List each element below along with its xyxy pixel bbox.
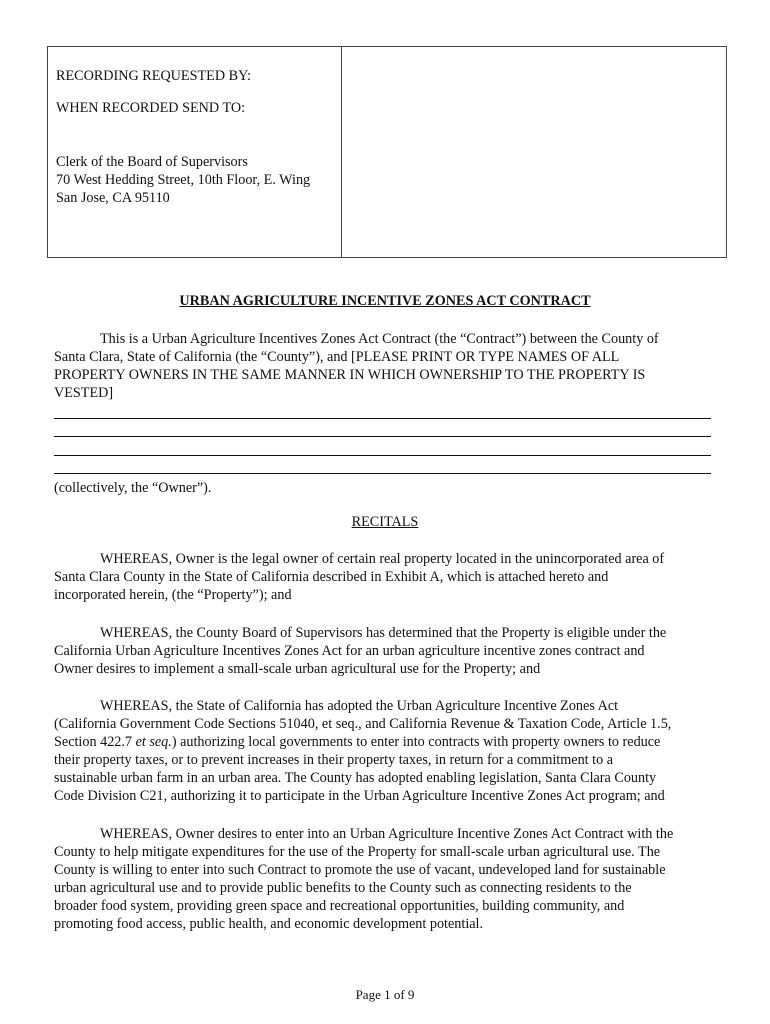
recital-paragraph-4 xyxy=(54,825,716,933)
contract-title: URBAN AGRICULTURE INCENTIVE ZONES ACT CONTRACT xyxy=(179,293,591,309)
collectively-owner: (collectively, the “Owner”). xyxy=(54,480,212,496)
recital-line: WHEREAS, Owner desires to enter into an Urban Agriculture Incentive Zones Act Contract with the xyxy=(100,826,674,842)
recital-line: County is willing to enter into such Contract to promote the use of vacant, undeveloped land for sustainable xyxy=(54,862,666,878)
address-line: San Jose, CA 95110 xyxy=(56,190,170,206)
recording-info-cell xyxy=(48,47,342,257)
owner-name-blank-line[interactable] xyxy=(54,436,711,437)
address-line: 70 West Hedding Street, 10th Floor, E. Wing xyxy=(56,172,311,188)
address-line: Clerk of the Board of Supervisors xyxy=(56,154,248,170)
recital-line: California Urban Agriculture Incentives Zones Act for an urban agriculture incentive zones contract and xyxy=(54,643,645,659)
recital-paragraph-1 xyxy=(54,550,716,604)
page-number: Page 1 of 9 xyxy=(355,987,415,1002)
recording-requested-by: RECORDING REQUESTED BY: xyxy=(56,68,251,84)
recording-box xyxy=(47,46,727,258)
owner-name-blank-line[interactable] xyxy=(54,473,711,474)
recital-line: WHEREAS, Owner is the legal owner of certain real property located in the unincorporated area of xyxy=(100,551,665,567)
recital-text: Section 422.7 xyxy=(54,734,136,750)
intro-line: PROPERTY OWNERS IN THE SAME MANNER IN WHICH OWNERSHIP TO THE PROPERTY IS xyxy=(54,367,646,383)
recital-line: urban agricultural use and to provide public benefits to the County such as connecting residents to the xyxy=(54,880,632,896)
recital-line: incorporated herein, (the “Property”); and xyxy=(54,587,292,603)
recital-line: (California Government Code Sections 51040, et seq., and California Revenue & Taxation Code, Article 1.5, xyxy=(54,716,672,732)
recital-text: ) authorizing local governments to enter into contracts with property owners to reduce xyxy=(171,734,661,750)
recital-paragraph-2 xyxy=(54,624,716,678)
recital-line: WHEREAS, the County Board of Supervisors has determined that the Property is eligible under the xyxy=(100,625,667,641)
recital-line: broader food system, providing green space and recreational opportunities, building community, and xyxy=(54,898,625,914)
when-recorded-send-to: WHEN RECORDED SEND TO: xyxy=(56,100,246,116)
intro-line: Santa Clara, State of California (the “County”), and [PLEASE PRINT OR TYPE NAMES OF ALL xyxy=(54,349,620,365)
recital-paragraph-3 xyxy=(54,697,716,805)
et-seq-italic: et seq. xyxy=(135,734,172,750)
recital-line: WHEREAS, the State of California has adopted the Urban Agriculture Incentive Zones Act xyxy=(100,698,619,714)
intro-line: This is a Urban Agriculture Incentives Zones Act Contract (the “Contract”) between the County of xyxy=(100,331,659,347)
recital-line: Code Division C21, authorizing it to participate in the Urban Agriculture Incentive Zones Act program; and xyxy=(54,788,665,804)
recital-line: Santa Clara County in the State of California described in Exhibit A, which is attached hereto and xyxy=(54,569,609,585)
recital-line: Owner desires to implement a small-scale urban agricultural use for the Property; and xyxy=(54,661,541,677)
recital-line: their property taxes, or to prevent increases in their property taxes, in return for a commitment to a xyxy=(54,752,614,768)
recital-line: County to help mitigate expenditures for the use of the Property for small-scale urban agricultural use. The xyxy=(54,844,661,860)
owner-name-blank-line[interactable] xyxy=(54,418,711,419)
recital-line: promoting food access, public health, and economic development potential. xyxy=(54,916,484,932)
recital-line xyxy=(8,733,716,751)
recitals-heading: RECITALS xyxy=(351,514,419,530)
recital-line: sustainable urban farm in an urban area. The County has adopted enabling legislation, Santa Clara County xyxy=(54,770,657,786)
owner-name-blank-line[interactable] xyxy=(54,455,711,456)
intro-paragraph xyxy=(54,330,716,402)
intro-line: VESTED] xyxy=(54,385,114,401)
